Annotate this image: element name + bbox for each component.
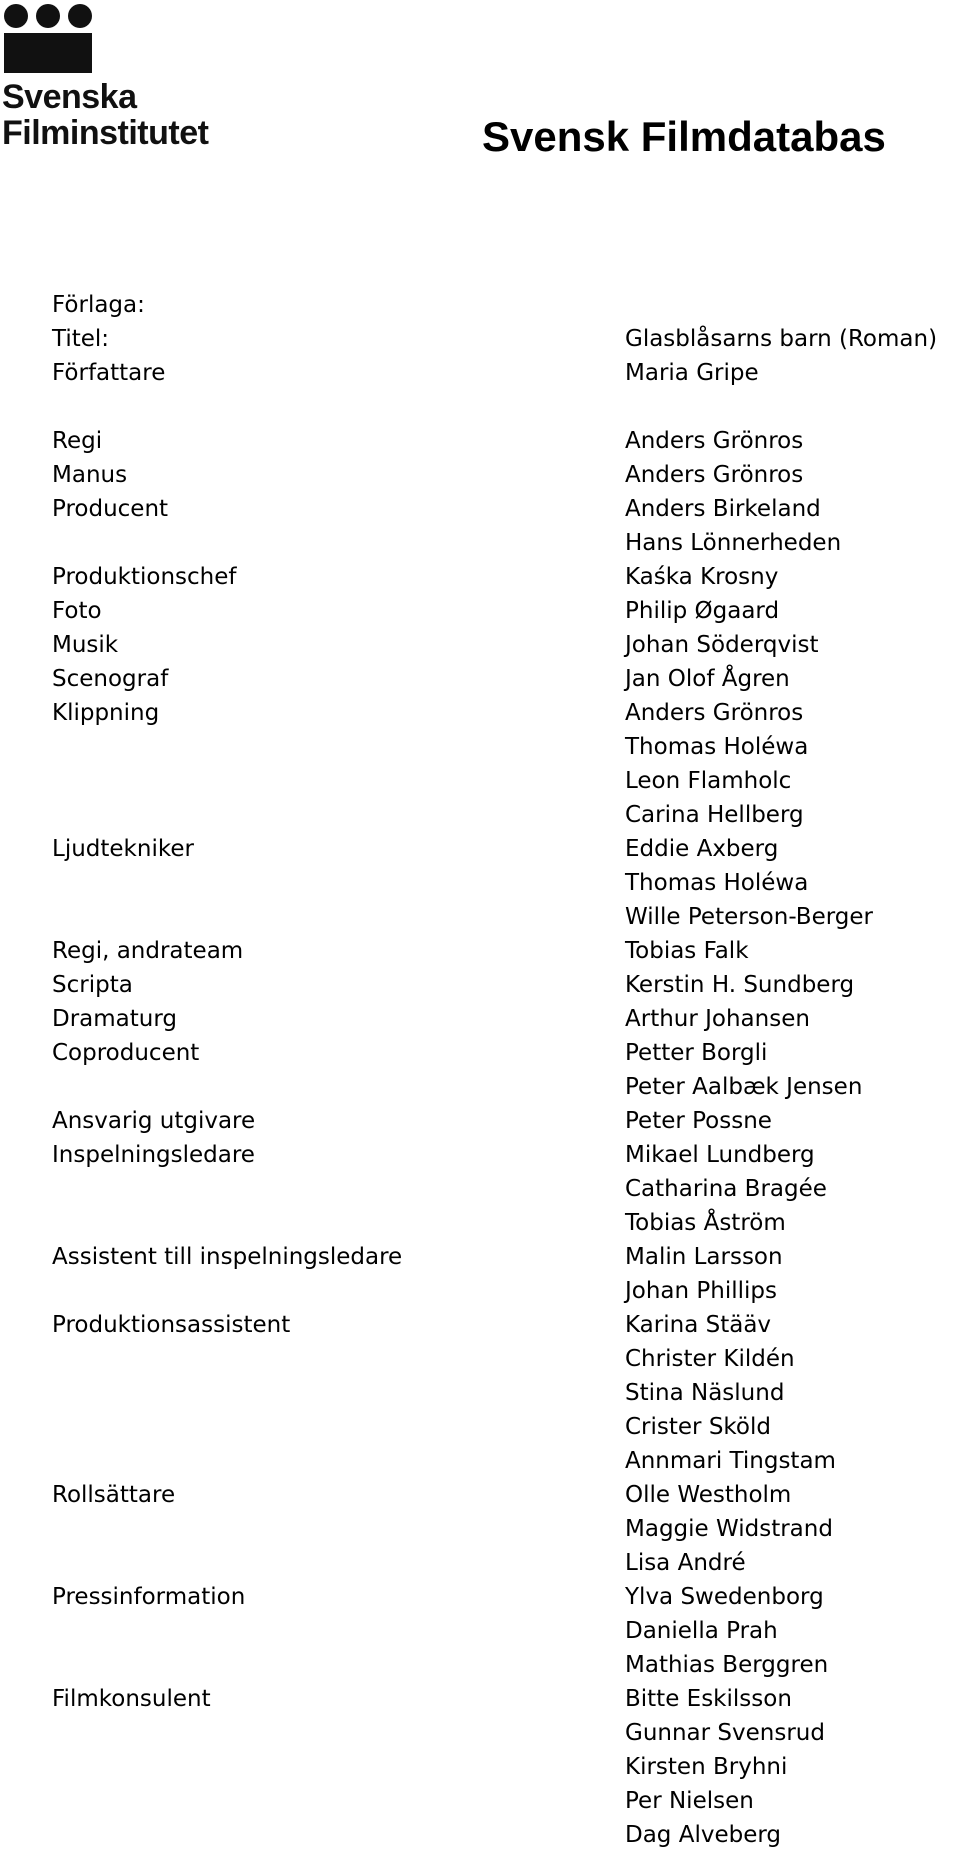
credit-name: Leon Flamholc [625, 768, 792, 794]
credit-row [0, 390, 960, 424]
credit-name: Arthur Johansen [625, 1006, 810, 1032]
credit-row [0, 764, 960, 798]
credit-row [0, 560, 960, 594]
credit-role: Ansvarig utgivare [52, 1108, 256, 1134]
credit-row [0, 1614, 960, 1648]
credit-row [0, 1478, 960, 1512]
credit-role: Filmkonsulent [52, 1686, 211, 1712]
credit-name: Thomas Holéwa [625, 870, 809, 896]
credit-role: Förlaga: [52, 292, 145, 318]
credit-row [0, 1240, 960, 1274]
credit-name: Christer Kildén [625, 1346, 795, 1372]
credit-name: Carina Hellberg [625, 802, 804, 828]
credit-role: Ljudtekniker [52, 836, 194, 862]
credit-name: Maria Gripe [625, 360, 759, 386]
credit-name: Hans Lönnerheden [625, 530, 842, 556]
credit-row [0, 424, 960, 458]
logo-dot [4, 4, 28, 28]
credit-row [0, 1002, 960, 1036]
credit-name: Tobias Åström [625, 1210, 786, 1236]
logo-dots [4, 4, 94, 28]
credit-role: Coproducent [52, 1040, 200, 1066]
credit-name: Petter Borgli [625, 1040, 768, 1066]
credit-name: Ylva Swedenborg [625, 1584, 824, 1610]
credit-row [0, 730, 960, 764]
credits-list [0, 288, 960, 1852]
credit-row [0, 1410, 960, 1444]
credit-role: Klippning [52, 700, 160, 726]
credit-name: Daniella Prah [625, 1618, 778, 1644]
credit-row [0, 968, 960, 1002]
credit-row [0, 526, 960, 560]
credit-name: Gunnar Svensrud [625, 1720, 825, 1746]
credit-name: Glasblåsarns barn (Roman) [625, 326, 938, 352]
credit-name: Mathias Berggren [625, 1652, 829, 1678]
credit-row [0, 1206, 960, 1240]
credit-row [0, 1104, 960, 1138]
document-title: Svensk Filmdatabas [482, 113, 886, 160]
logo-dot [68, 4, 92, 28]
credit-role: Titel: [52, 326, 110, 352]
credit-name: Peter Aalbæk Jensen [625, 1074, 863, 1100]
credit-role: Rollsättare [52, 1482, 176, 1508]
credit-row [0, 1716, 960, 1750]
credit-role: Dramaturg [52, 1006, 178, 1032]
credit-name: Dag Alveberg [625, 1822, 782, 1848]
credit-row [0, 696, 960, 730]
credit-row [0, 1070, 960, 1104]
logo-dot [36, 4, 60, 28]
credit-row [0, 900, 960, 934]
credit-name: Catharina Bragée [625, 1176, 827, 1202]
credit-row [0, 934, 960, 968]
credit-row [0, 1376, 960, 1410]
credit-row [0, 1036, 960, 1070]
credit-role: Scripta [52, 972, 133, 998]
svenska-filminstitutet-logo [0, 0, 250, 160]
logo-line2: Filminstitutet [2, 114, 209, 152]
credit-name: Crister Sköld [625, 1414, 771, 1440]
credit-role: Produktionschef [52, 564, 237, 590]
credit-role: Producent [52, 496, 169, 522]
credit-role: Pressinformation [52, 1584, 246, 1610]
credit-row [0, 458, 960, 492]
credit-role: Författare [52, 360, 166, 386]
credit-row [0, 1138, 960, 1172]
credit-role: Musik [52, 632, 119, 658]
credit-role: Produktionsassistent [52, 1312, 291, 1338]
credit-row [0, 1308, 960, 1342]
credit-name: Kerstin H. Sundberg [625, 972, 855, 998]
credit-name: Peter Possne [625, 1108, 772, 1134]
credit-name: Stina Näslund [625, 1380, 785, 1406]
credit-role: Assistent till inspelningsledare [52, 1244, 403, 1270]
credit-role: Inspelningsledare [52, 1142, 255, 1168]
credit-row [0, 322, 960, 356]
credit-row [0, 1682, 960, 1716]
credit-name: Anders Grönros [625, 462, 804, 488]
credit-name: Eddie Axberg [625, 836, 779, 862]
credit-role: Scenograf [52, 666, 169, 692]
credit-row [0, 1172, 960, 1206]
credit-name: Tobias Falk [625, 938, 749, 964]
credit-row [0, 628, 960, 662]
credit-name: Wille Peterson-Berger [625, 904, 873, 930]
credit-row [0, 1274, 960, 1308]
credit-name: Bitte Eskilsson [625, 1686, 792, 1712]
credit-row [0, 1512, 960, 1546]
credit-name: Kirsten Bryhni [625, 1754, 788, 1780]
credit-role: Foto [52, 598, 102, 624]
credit-name: Anders Grönros [625, 428, 804, 454]
credit-name: Olle Westholm [625, 1482, 792, 1508]
credit-name: Malin Larsson [625, 1244, 783, 1270]
credit-name: Jan Olof Ågren [625, 666, 790, 692]
credit-row [0, 1648, 960, 1682]
credit-name: Philip Øgaard [625, 598, 780, 624]
credit-name: Annmari Tingstam [625, 1448, 836, 1474]
credit-row [0, 832, 960, 866]
credit-name: Mikael Lundberg [625, 1142, 815, 1168]
credit-name: Karina Stääv [625, 1312, 772, 1338]
credit-row [0, 356, 960, 390]
credit-row [0, 1342, 960, 1376]
credit-name: Per Nielsen [625, 1788, 754, 1814]
credit-row [0, 1818, 960, 1852]
credit-row [0, 1580, 960, 1614]
credit-row [0, 594, 960, 628]
credit-row [0, 662, 960, 696]
logo-line1: Svenska [2, 78, 137, 116]
credit-name: Johan Phillips [625, 1278, 778, 1304]
credit-role: Regi, andrateam [52, 938, 244, 964]
credit-name: Thomas Holéwa [625, 734, 809, 760]
credit-name: Anders Grönros [625, 700, 804, 726]
credit-row [0, 1546, 960, 1580]
credit-name: Kaśka Krosny [625, 564, 779, 590]
credit-row [0, 798, 960, 832]
credit-row [0, 1784, 960, 1818]
credit-row [0, 288, 960, 322]
logo-block [4, 33, 92, 73]
credit-role: Manus [52, 462, 128, 488]
credit-name: Maggie Widstrand [625, 1516, 833, 1542]
credit-name: Anders Birkeland [625, 496, 821, 522]
credit-row [0, 1750, 960, 1784]
credit-name: Johan Söderqvist [625, 632, 819, 658]
credit-name: Lisa André [625, 1550, 746, 1576]
credit-row [0, 492, 960, 526]
credit-row [0, 866, 960, 900]
credit-row [0, 1444, 960, 1478]
credit-role: Regi [52, 428, 103, 454]
